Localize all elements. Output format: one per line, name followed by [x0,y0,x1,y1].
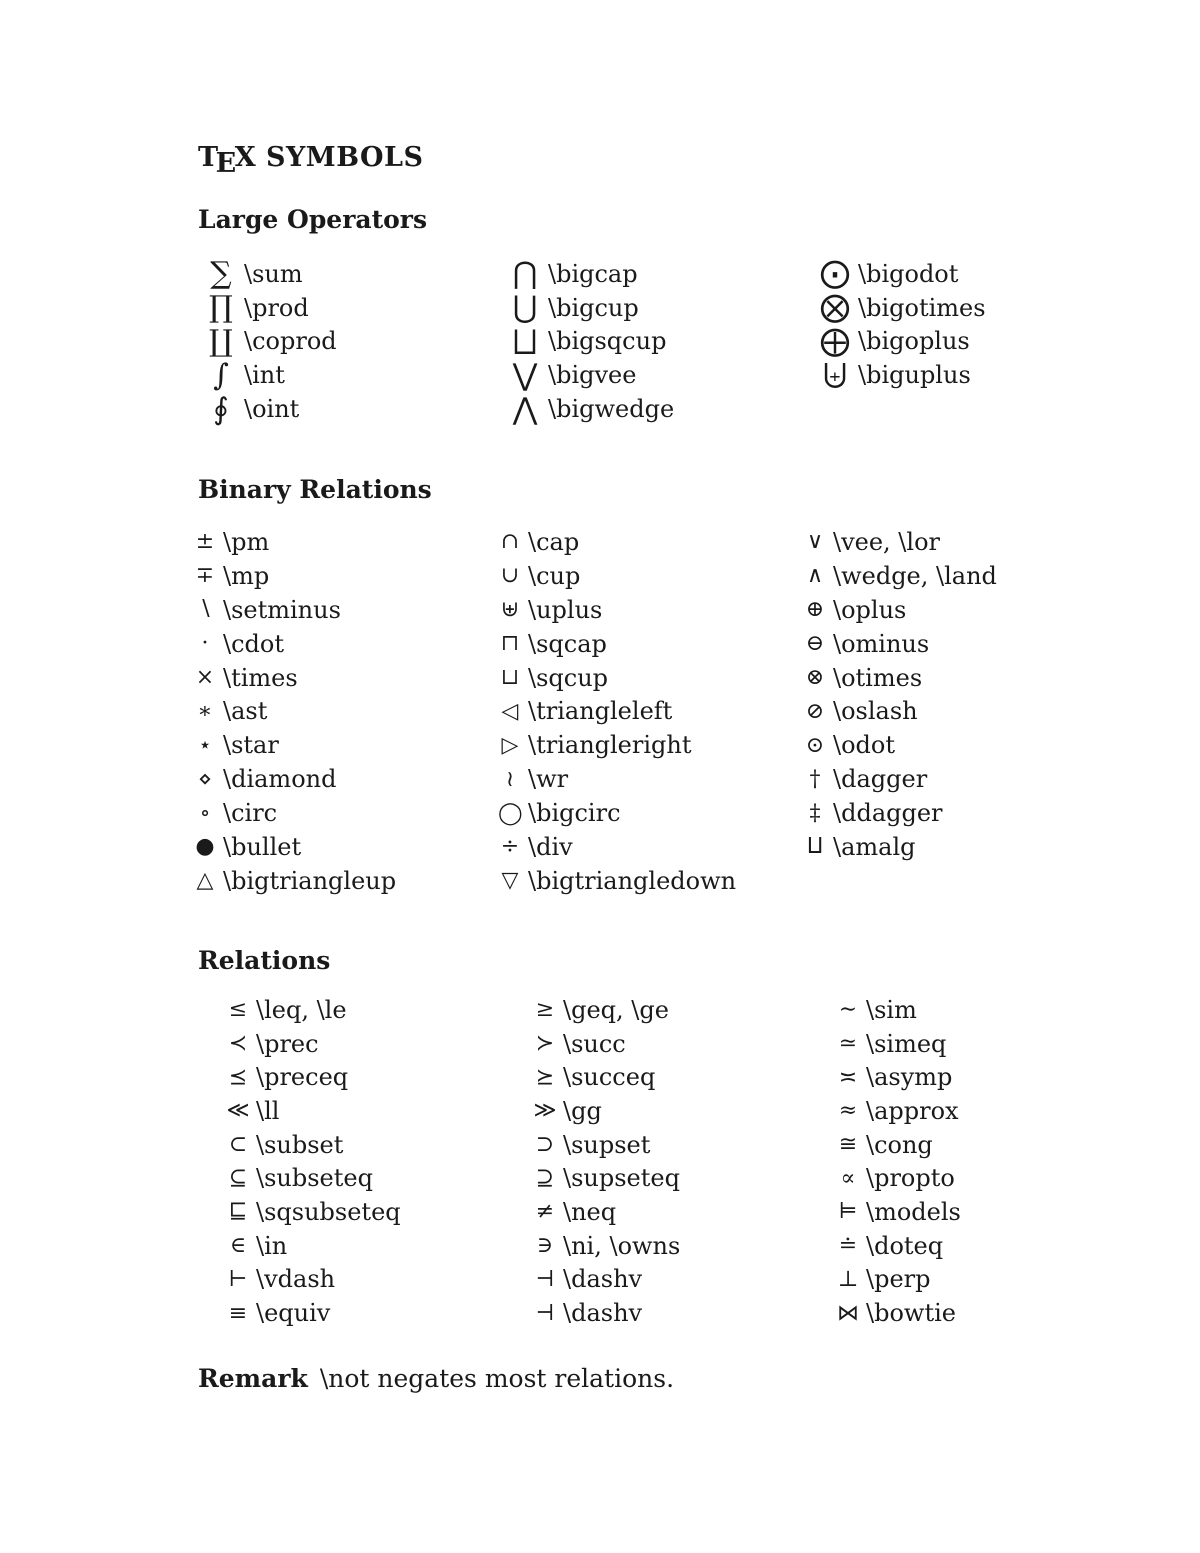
symbol-entry [803,627,997,661]
symbol-command: \setminus [223,595,341,624]
symbol-entry [226,1128,401,1162]
symbol-command: \bigcap [548,259,638,288]
symbol-entry [498,830,736,864]
symbol-glyph: ∮ [213,391,229,427]
symbol-command: \bullet [223,832,302,861]
symbol-entry [836,1060,961,1094]
symbol-command: \coprod [244,327,337,356]
symbol-command: \prec [256,1029,319,1058]
symbol-command: \pm [223,527,270,556]
symbol-glyph: ⨆ [513,324,537,359]
symbol-entry [226,1296,401,1330]
symbol-glyph: ⋃ [512,290,538,326]
symbol-command: \biguplus [858,361,971,390]
symbol-entry [193,525,396,559]
symbol-glyph: ∑ [210,256,232,292]
symbol-command: \bigvee [548,361,637,390]
symbol-glyph: ⊣ [535,1300,555,1326]
section-heading-relations: Relations [198,946,331,975]
symbol-command: \uplus [528,595,603,624]
symbol-command: \in [256,1231,288,1260]
symbol-entry [836,1229,961,1263]
symbol-command: \gg [563,1096,602,1125]
relations-column-3 [836,993,961,1330]
symbol-entry [204,325,337,359]
symbol-entry [226,1195,401,1229]
symbol-glyph: ⊑ [228,1199,248,1225]
symbol-glyph: ⨿ [807,834,823,860]
symbol-entry [498,661,736,695]
symbol-glyph: ≅ [838,1132,858,1158]
symbol-entry [836,1161,961,1195]
symbol-glyph: ∓ [195,563,215,589]
binary-relations-column-2 [498,525,736,898]
symbol-entry [836,1128,961,1162]
section-heading-binary-relations: Binary Relations [198,475,432,504]
symbol-glyph: △ [196,868,214,894]
symbol-command: \simeq [866,1029,947,1058]
symbol-entry [508,392,674,426]
symbol-glyph: ⋆ [198,732,212,758]
symbol-command: \oint [244,395,300,424]
symbol-command: \bigodot [858,259,959,288]
symbol-command: \prod [244,293,309,322]
symbol-glyph: ≡ [228,1300,248,1326]
symbol-glyph: ⊥ [837,1266,859,1292]
symbol-command: \bigtriangleup [223,866,397,895]
symbol-command: \bigtriangledown [528,866,737,895]
symbol-entry [226,1094,401,1128]
symbol-command: \succeq [563,1063,656,1092]
large-operators-column-2 [508,257,674,426]
symbol-glyph: ÷ [500,834,520,860]
symbol-command: \perp [866,1265,931,1294]
symbol-command: \supset [563,1130,651,1159]
symbol-entry [498,796,736,830]
symbol-entry [193,762,396,796]
symbol-entry [533,1263,680,1297]
symbol-entry [803,525,997,559]
remark-label: Remark [198,1364,308,1393]
title-letter-e: E [215,148,237,179]
symbol-glyph: ± [195,529,215,555]
symbol-entry [508,325,674,359]
symbol-glyph: ⪰ [535,1064,555,1090]
symbol-command: \odot [833,731,895,760]
symbol-glyph: ⨁ [820,324,850,359]
relations-column-1 [226,993,401,1330]
symbol-entry [818,291,986,325]
symbol-glyph: ≍ [838,1064,858,1090]
symbol-entry [803,694,997,728]
symbol-glyph: ⊎ [500,597,520,623]
symbol-glyph: ⪯ [228,1064,248,1090]
symbol-entry [836,1094,961,1128]
symbol-glyph: ⊂ [228,1132,248,1158]
symbol-glyph: ∝ [840,1165,856,1191]
symbol-command: \cap [528,527,580,556]
symbol-entry [193,796,396,830]
symbol-glyph: ● [195,834,215,860]
symbol-glyph: ≫ [533,1098,557,1124]
symbol-entry [818,257,986,291]
title-letter-t: T [198,142,219,173]
symbol-command: \diamond [223,765,337,794]
symbol-glyph: ⊙ [805,732,825,758]
symbol-command: \neq [563,1197,617,1226]
symbol-command: \ll [256,1096,280,1125]
symbol-entry [508,257,674,291]
symbol-command: \equiv [256,1299,331,1328]
symbol-entry [818,358,986,392]
symbol-command: \sum [244,259,303,288]
symbol-entry [533,993,680,1027]
large-operators-column-1 [204,257,337,426]
symbol-glyph: ∪ [500,563,520,589]
symbol-entry [836,1263,961,1297]
symbol-command: \dagger [833,765,928,794]
symbol-command: \vee, \lor [833,527,940,556]
symbol-command: \ddagger [833,799,943,828]
symbol-entry [803,830,997,864]
symbol-entry [803,762,997,796]
symbol-glyph: † [809,766,821,792]
symbol-entry [193,864,396,898]
symbol-entry [533,1229,680,1263]
symbol-command: \supseteq [563,1164,680,1193]
symbol-command: \doteq [866,1231,944,1260]
symbol-entry [803,728,997,762]
symbol-glyph: ⊓ [500,631,520,657]
symbol-entry [498,627,736,661]
symbol-glyph: ⨀ [820,256,850,292]
symbol-glyph: ∘ [199,800,211,826]
symbol-glyph: ≤ [228,997,248,1023]
symbol-command: \dashv [563,1299,643,1328]
page-title [198,142,424,179]
symbol-glyph: ⊔ [500,665,520,690]
large-operators-column-3 [818,257,986,392]
symbol-entry [498,593,736,627]
symbol-command: \sim [866,995,917,1024]
symbol-entry [226,1161,401,1195]
symbol-glyph: ⊘ [805,698,825,724]
symbol-glyph: ∖ [197,597,212,623]
symbol-entry [803,661,997,695]
symbol-entry [204,392,337,426]
symbol-entry [533,1128,680,1162]
symbol-command: \cong [866,1130,933,1159]
symbol-glyph: ⨄ [822,357,848,393]
symbol-command: \wedge, \land [833,561,997,590]
symbol-glyph: ≀ [505,766,515,792]
symbol-command: \amalg [833,832,916,861]
symbol-entry [508,291,674,325]
symbol-glyph: × [195,665,215,690]
symbol-command: \approx [866,1096,959,1125]
symbol-glyph: ⋄ [198,766,212,792]
symbol-command: \sqcap [528,629,607,658]
symbol-entry [533,1161,680,1195]
symbol-entry [533,1027,680,1061]
symbol-entry [193,593,396,627]
symbol-glyph: ≈ [838,1098,858,1124]
symbol-command: \div [528,832,573,861]
symbol-glyph: ≺ [228,1031,248,1057]
symbol-command: \bowtie [866,1299,956,1328]
symbol-entry [836,1195,961,1229]
symbol-entry [818,325,986,359]
remark-text: \not negates most relations. [319,1364,675,1393]
section-heading-large-operators: Large Operators [198,205,428,234]
symbol-command: \ast [223,697,268,726]
symbol-glyph: ∩ [500,529,520,555]
symbol-command: \times [223,663,298,692]
symbol-command: \leq, \le [256,995,347,1024]
symbol-glyph: ≥ [535,997,555,1023]
symbol-glyph: ⊇ [535,1165,555,1191]
symbol-command: \dashv [563,1265,643,1294]
symbol-command: \succ [563,1029,626,1058]
symbol-entry [193,661,396,695]
symbol-glyph: ≻ [535,1031,555,1057]
symbol-entry [498,559,736,593]
symbol-command: \ominus [833,629,930,658]
symbol-entry [226,1229,401,1263]
symbol-entry [803,593,997,627]
symbol-glyph: ⊗ [805,665,825,690]
symbol-command: \sqcup [528,663,609,692]
symbol-entry [836,993,961,1027]
symbol-command: \bigcirc [528,799,621,828]
symbol-command: \asymp [866,1063,953,1092]
symbol-entry [498,864,736,898]
symbol-command: \triangleleft [528,697,673,726]
symbol-glyph: ⊆ [228,1165,248,1191]
symbol-glyph: ◁ [501,698,519,724]
symbol-entry [204,257,337,291]
symbol-command: \circ [223,799,278,828]
remark [198,1364,674,1393]
symbol-command: \bigwedge [548,395,675,424]
symbol-command: \ni, \owns [563,1231,681,1260]
symbol-entry [498,728,736,762]
binary-relations-column-3 [803,525,997,864]
symbol-command: \oplus [833,595,907,624]
symbol-glyph: ⊖ [805,631,825,657]
symbol-glyph: ∼ [838,997,858,1023]
symbol-glyph: ∐ [209,324,233,359]
symbol-entry [226,1060,401,1094]
symbol-entry [193,728,396,762]
symbol-entry [498,762,736,796]
symbol-command: \geq, \ge [563,995,669,1024]
symbol-command: \cdot [223,629,284,658]
symbol-entry [193,830,396,864]
symbol-glyph: ⊣ [535,1266,555,1292]
symbol-glyph: ⊕ [805,597,825,623]
symbol-command: \oslash [833,697,918,726]
symbol-entry [803,796,997,830]
symbol-command: \bigcup [548,293,639,322]
symbol-command: \bigotimes [858,293,986,322]
symbol-entry [193,627,396,661]
symbol-command: \otimes [833,663,923,692]
symbol-glyph: ∗ [197,698,213,724]
symbol-command: \models [866,1197,961,1226]
symbol-glyph: ⨂ [820,290,850,326]
symbol-command: \vdash [256,1265,336,1294]
symbol-glyph: ∨ [806,529,824,555]
symbol-glyph: ∈ [229,1233,247,1259]
symbol-entry [803,559,997,593]
symbol-entry [508,358,674,392]
symbol-entry [193,559,396,593]
symbol-entry [204,291,337,325]
symbol-glyph: ≠ [535,1199,555,1225]
symbol-entry [226,1027,401,1061]
symbol-command: \propto [866,1164,955,1193]
symbol-entry [193,694,396,728]
symbol-glyph: ‡ [809,800,821,826]
symbol-glyph: · [201,631,209,657]
symbol-glyph: ∋ [536,1233,554,1259]
symbol-glyph: ⋂ [512,256,538,292]
symbol-entry [498,525,736,559]
symbol-glyph: ≐ [838,1233,858,1259]
symbol-command: \subseteq [256,1164,373,1193]
symbol-glyph: ⋈ [837,1300,859,1326]
symbol-glyph: ≃ [838,1031,858,1057]
symbol-entry [533,1296,680,1330]
symbol-glyph: ⋁ [512,357,538,393]
symbol-glyph: ⊨ [838,1199,858,1225]
symbol-entry [533,1094,680,1128]
symbol-glyph: ▷ [501,732,519,758]
symbol-command: \triangleright [528,731,692,760]
symbol-command: \bigsqcup [548,327,667,356]
symbol-command: \int [244,361,285,390]
symbol-command: \preceq [256,1063,349,1092]
symbol-entry [836,1027,961,1061]
relations-column-2 [533,993,680,1330]
symbol-glyph: ▽ [501,868,519,894]
symbol-command: \sqsubseteq [256,1197,401,1226]
symbol-entry [226,993,401,1027]
symbol-command: \mp [223,561,270,590]
symbol-glyph: ◯ [498,800,523,826]
symbol-glyph: ∏ [209,290,233,326]
symbol-entry [533,1195,680,1229]
symbol-glyph: ⊃ [535,1132,555,1158]
binary-relations-column-1 [193,525,396,898]
symbol-entry [533,1060,680,1094]
symbol-entry [204,358,337,392]
symbol-command: \subset [256,1130,344,1159]
symbol-command: \wr [528,765,569,794]
symbol-entry [836,1296,961,1330]
symbol-command: \bigoplus [858,327,970,356]
symbol-glyph: ∫ [213,357,229,393]
symbol-entry [226,1263,401,1297]
symbol-glyph: ⊢ [228,1266,248,1292]
symbol-glyph: ≪ [226,1098,250,1124]
symbol-command: \cup [528,561,581,590]
symbol-glyph: ⋀ [512,391,538,427]
symbol-glyph: ∧ [806,563,824,589]
title-rest: X SYMBOLS [234,142,424,173]
symbol-command: \star [223,731,279,760]
symbol-entry [498,694,736,728]
